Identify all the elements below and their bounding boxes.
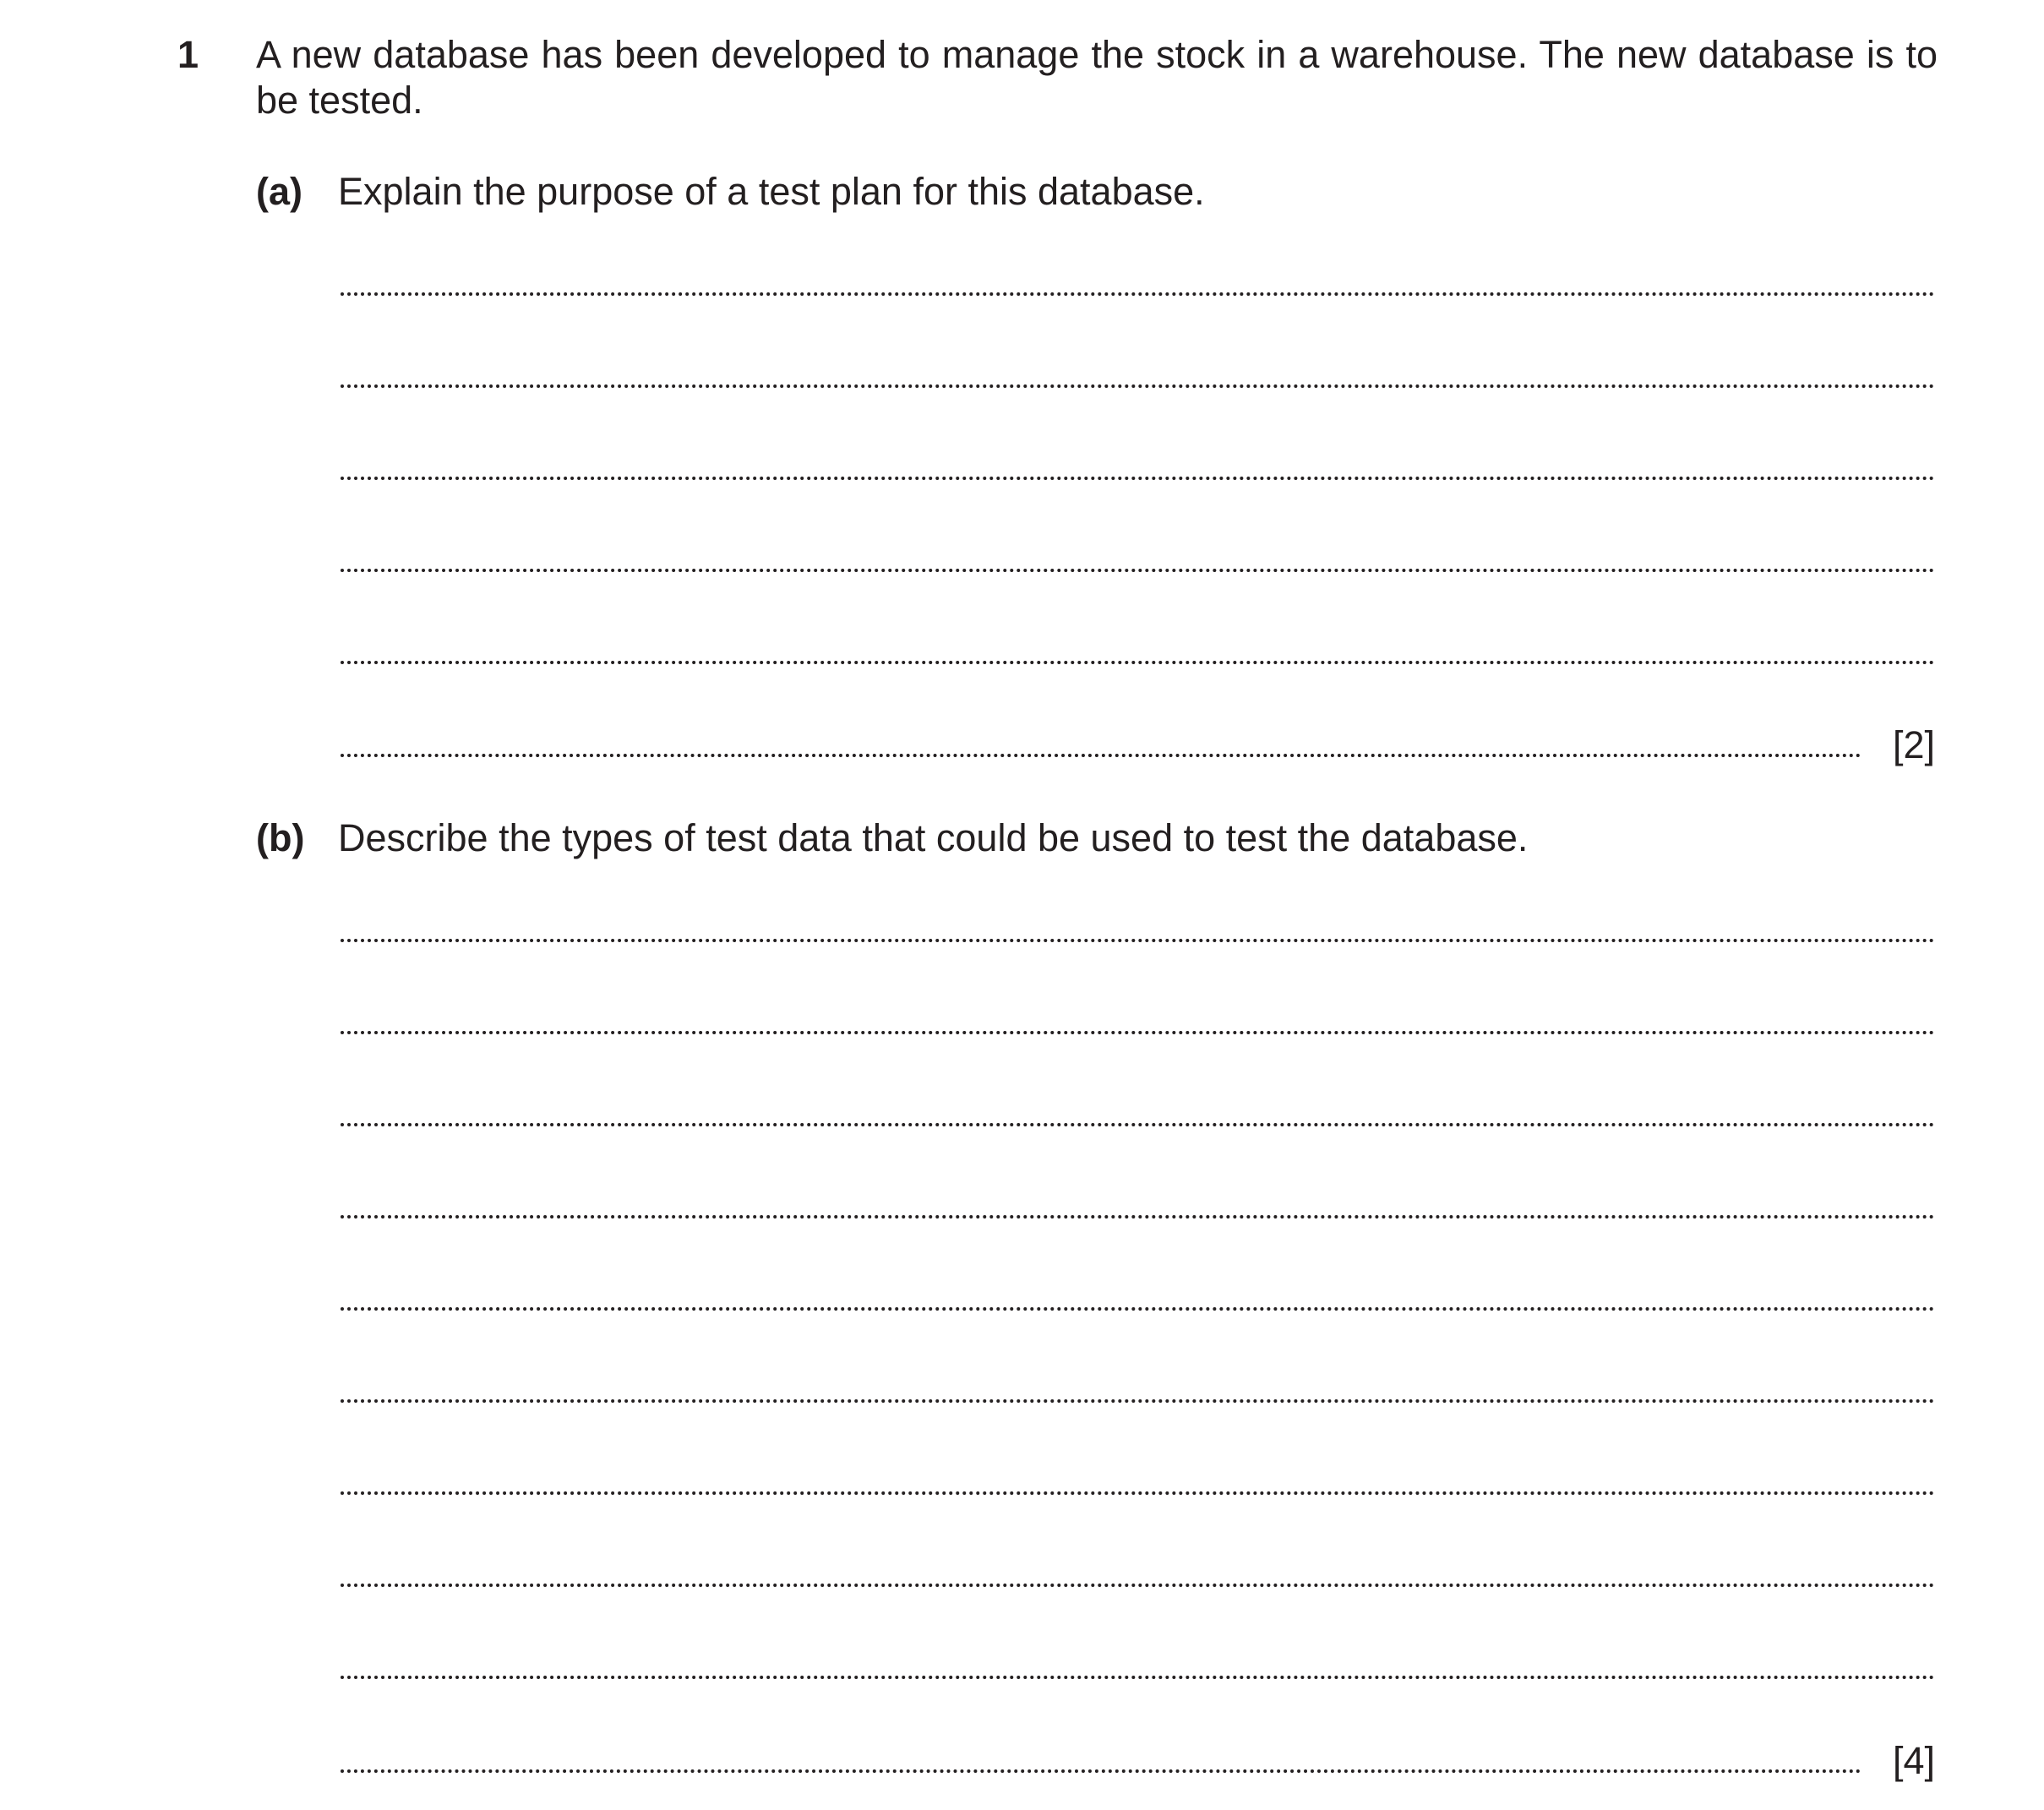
answer-line[interactable] [341, 569, 1935, 572]
part-b-marks: [4] [1892, 1739, 1935, 1782]
answer-line[interactable] [341, 939, 1935, 942]
answer-line[interactable] [341, 1491, 1935, 1495]
question-stem: A new database has been developed to manage the stock in a warehouse. The new database is to be tested. [256, 33, 1938, 122]
answer-line[interactable] [341, 1215, 1935, 1218]
answer-line[interactable] [341, 1769, 1861, 1773]
part-a-label: (a) [256, 170, 303, 213]
answer-line[interactable] [341, 1676, 1935, 1679]
answer-line[interactable] [341, 477, 1935, 480]
answer-line[interactable] [341, 1399, 1935, 1403]
answer-line[interactable] [341, 1307, 1935, 1311]
answer-line[interactable] [341, 661, 1935, 664]
answer-line[interactable] [341, 1031, 1935, 1034]
answer-line[interactable] [341, 1123, 1935, 1126]
answer-line[interactable] [341, 1584, 1935, 1587]
part-a-text: Explain the purpose of a test plan for this database. [338, 170, 1205, 213]
question-number: 1 [177, 33, 199, 76]
answer-line[interactable] [341, 384, 1935, 388]
part-b-label: (b) [256, 816, 305, 859]
answer-line[interactable] [341, 754, 1861, 757]
part-a-marks: [2] [1892, 723, 1935, 766]
part-b-text: Describe the types of test data that could be used to test the database. [338, 816, 1529, 859]
answer-line[interactable] [341, 292, 1935, 296]
